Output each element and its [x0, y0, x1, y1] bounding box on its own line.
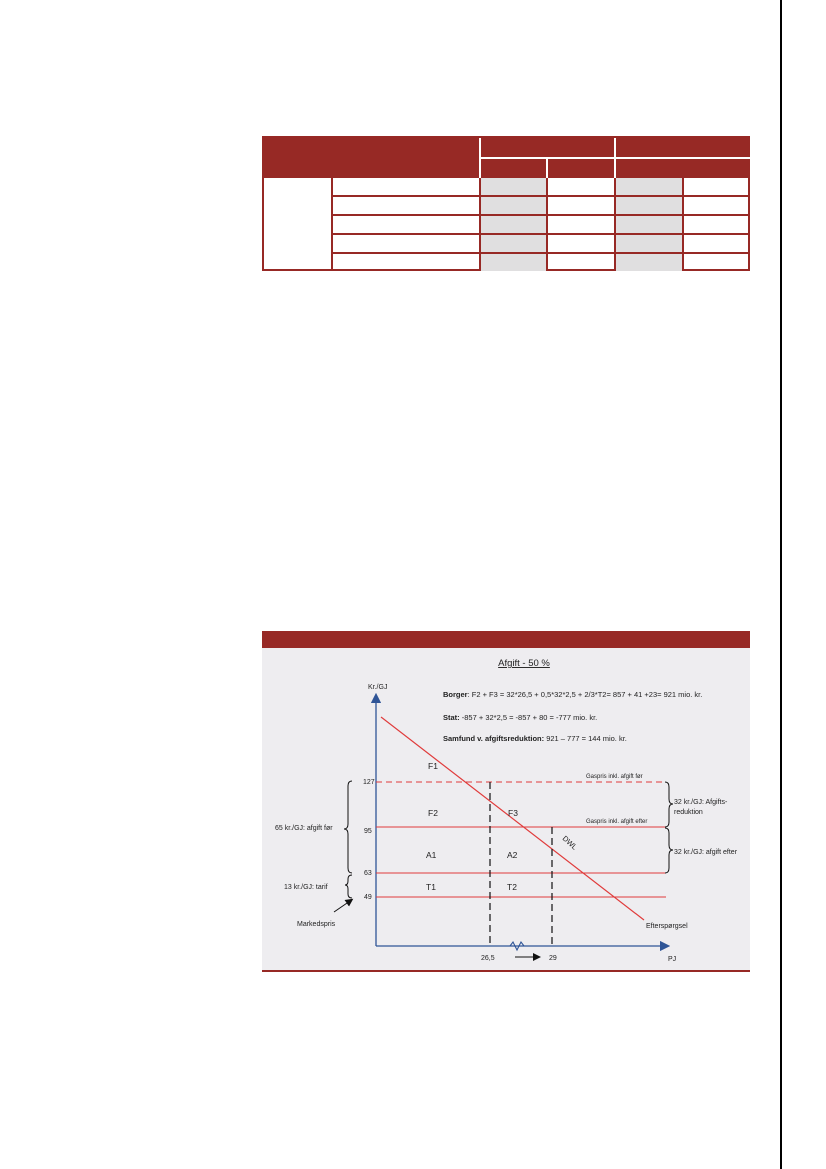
y-axis-label: Kr./GJ [368, 684, 388, 691]
column-divider [546, 178, 548, 271]
brace-reduction [665, 782, 673, 827]
equation-borger [443, 690, 702, 699]
x-tick-26-5: 26,5 [481, 955, 495, 962]
equation-samfund-body: 921 – 777 = 144 mio. kr. [544, 734, 627, 743]
equation-borger-label: Borger [443, 690, 468, 699]
equation-samfund-label: Samfund v. afgiftsreduktion: [443, 734, 545, 743]
x-axis-label: PJ [668, 956, 677, 963]
row-divider [331, 195, 750, 197]
tax-diagram [262, 631, 750, 972]
figure-bottom-line [262, 970, 750, 972]
figure-title: Afgift - 50 % [498, 658, 550, 669]
column-divider [682, 178, 684, 271]
shaded-column [616, 178, 682, 271]
label-market-price: Markedspris [297, 921, 336, 928]
row-divider [331, 214, 750, 216]
label-reduction-1: 32 kr./GJ: Afgifts- [674, 799, 728, 806]
x-tick-29: 29 [549, 955, 557, 962]
y-tick-63: 63 [364, 870, 372, 877]
brace-tax-after [665, 828, 673, 873]
label-reduction-2: reduktion [674, 809, 703, 816]
area-t2: T2 [507, 882, 517, 892]
label-demand: Efterspørgsel [646, 923, 688, 930]
column-divider [614, 178, 616, 271]
row-group-divider [331, 178, 333, 271]
equation-stat [443, 713, 597, 722]
area-a2: A2 [507, 850, 518, 860]
equation-borger-body: : F2 + F3 = 32*26,5 + 0,5*32*2,5 + 2/3*T2= 857 + 41 +23= 921 mio. kr. [467, 690, 703, 699]
label-dwl: DWL [560, 833, 580, 852]
label-price-after: Gaspris inkl. afgift efter [586, 819, 648, 825]
row-divider [331, 252, 750, 254]
area-a1: A1 [426, 850, 437, 860]
area-t1: T1 [426, 882, 436, 892]
area-f3: F3 [508, 808, 518, 818]
area-f2: F2 [428, 808, 438, 818]
label-tariff: 13 kr./GJ: tarif [284, 884, 328, 891]
data-table [262, 136, 750, 271]
market-price-arrow [334, 901, 350, 912]
equation-stat-body: -857 + 32*2,5 = -857 + 80 = -777 mio. kr. [459, 713, 598, 722]
brace-tariff [345, 875, 352, 898]
y-tick-49: 49 [364, 894, 372, 901]
label-price-before: Gaspris inkl. afgift før [586, 774, 643, 780]
header-subdivider [546, 159, 548, 178]
shaded-column [481, 178, 547, 271]
y-tick-127: 127 [363, 779, 375, 786]
area-f1: F1 [428, 761, 438, 771]
label-tax-after: 32 kr./GJ: afgift efter [674, 849, 738, 856]
brace-tax-before [344, 781, 352, 873]
tax-diagram-figure [262, 631, 750, 972]
equation-samfund [443, 734, 627, 743]
column-divider [479, 178, 481, 271]
equation-stat-label: Stat: [443, 713, 460, 722]
y-tick-95: 95 [364, 828, 372, 835]
row-divider [331, 233, 750, 235]
label-tax-before: 65 kr./GJ: afgift før [275, 825, 333, 832]
page-margin-rule [780, 0, 782, 1169]
header-subline [481, 157, 751, 159]
